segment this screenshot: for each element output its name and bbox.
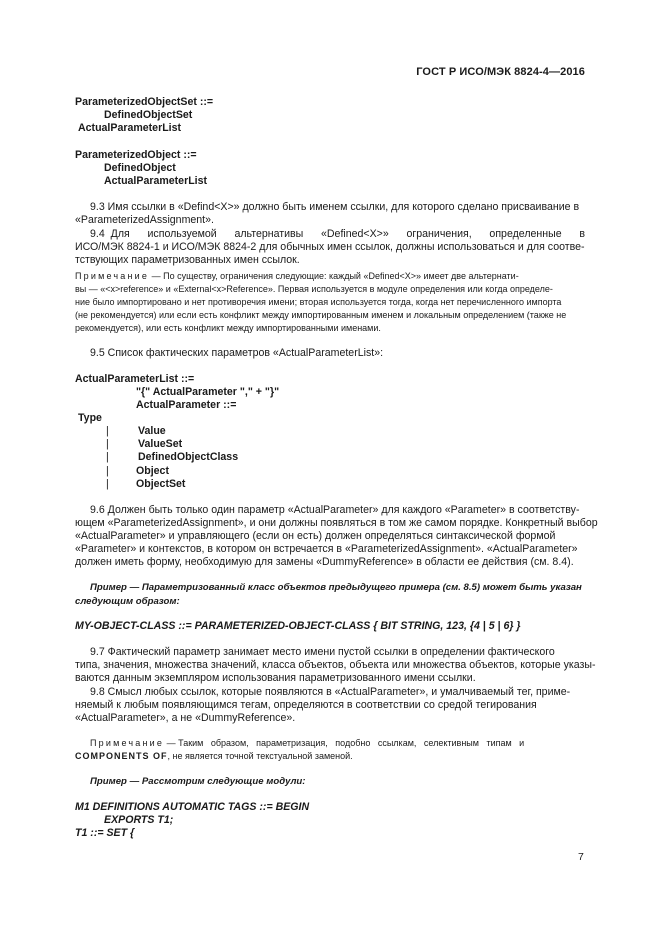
paragraph-line: «ActualParameter» и управляющего (если он есть) должен определяться синтаксической формой <box>75 530 556 542</box>
syntax-line: ParameterizedObjectSet ::= <box>75 96 214 108</box>
paragraph-line: 9.4 Для используемой альтернативы «Defined<X>» ограничения, определенные в <box>90 228 585 240</box>
note-label: Примечание <box>75 271 150 281</box>
page-header-standard: ГОСТ Р ИСО/МЭК 8824-4—2016 <box>416 66 585 78</box>
note-line <box>75 270 519 283</box>
paragraph-line: ющем «ParameterizedAssignment», и они должны появляться в том же самом порядке. Конкретный выбор <box>75 517 598 529</box>
syntax-line: ActualParameterList <box>104 175 208 187</box>
example-modules: Пример — Рассмотрим следующие модули: <box>90 776 306 787</box>
alternative-bar: | <box>106 425 109 437</box>
syntax-line: DefinedObjectSet <box>104 109 193 121</box>
alternative-item: ValueSet <box>138 438 183 450</box>
note-label: Примечание <box>90 738 165 748</box>
alternative-bar: | <box>106 438 109 450</box>
syntax-line: ActualParameterList ::= <box>75 373 195 385</box>
paragraph-line: няемый к любым появляющимся тегам, определяются в соответствии со средой тегирования <box>75 699 537 711</box>
alternative-item: Object <box>136 465 169 477</box>
note-line: ние было импортировано и нет противоречия имени; вторая используется тогда, когда нет перечисленного импорта <box>75 297 562 307</box>
alternative-item: Value <box>138 425 166 437</box>
paragraph-line: типа, значения, множества значений, класса объектов, объекта или множества объектов, которые указы- <box>75 659 596 671</box>
note-line <box>75 750 353 763</box>
alternative-bar: | <box>106 451 109 463</box>
syntax-line: DefinedObject <box>104 162 176 174</box>
paragraph-line: 9.3 Имя ссылки в «Defind<X>» должно быть именем ссылки, для которого сделано присваивание в <box>90 201 580 213</box>
example-line: Пример — Параметризованный класс объектов предыдущего примера (см. 8.5) может быть указан <box>90 582 582 593</box>
syntax-line: ActualParameterList <box>78 122 182 134</box>
paragraph-line: 9.7 Фактический параметр занимает место имени пустой ссылки в определении фактического <box>90 646 555 658</box>
paragraph-line: «Parameter» и контекстов, в котором он встречается в «ParameterizedAssignment». «ActualParameter» <box>75 543 578 555</box>
paragraph-line: «ActualParameter», а не «DummyReference». <box>75 712 296 724</box>
note-line <box>90 737 524 750</box>
paragraph-line: «ParameterizedAssignment». <box>75 214 214 226</box>
alternative-item: DefinedObjectClass <box>138 451 239 463</box>
code-line: M1 DEFINITIONS AUTOMATIC TAGS ::= BEGIN <box>75 801 310 813</box>
paragraph-9-5: 9.5 Список фактических параметров «ActualParameterList»: <box>90 347 384 359</box>
code-my-object-class: MY-OBJECT-CLASS ::= PARAMETERIZED-OBJECT-CLASS { BIT STRING, 123, {4 | 5 | 6} } <box>75 620 521 632</box>
alternative-item: ObjectSet <box>136 478 186 490</box>
note-text: , не является точной текстуальной заменой. <box>167 751 353 761</box>
example-line: следующим образом: <box>75 596 180 607</box>
paragraph-line: тствующих параметризованных имен ссылок. <box>75 254 300 266</box>
syntax-line: ParameterizedObject ::= <box>75 149 197 161</box>
alternative-bar: | <box>106 465 109 477</box>
alternative-bar: | <box>106 478 109 490</box>
note-line: рекомендуется), или есть конфликт между импортированными именами. <box>75 323 381 333</box>
note-keyword: COMPONENTS OF <box>75 751 168 761</box>
paragraph-line: ваются данным экземпляром использования параметризованного имени ссылки. <box>75 672 476 684</box>
code-line: T1 ::= SET { <box>75 827 135 839</box>
syntax-line: ActualParameter ::= <box>136 399 237 411</box>
paragraph-line: 9.8 Смысл любых ссылок, которые появляются в «ActualParameter», и умалчиваемый тег, приме- <box>90 686 571 698</box>
syntax-line: "{" ActualParameter "," + "}" <box>136 386 280 398</box>
page-number: 7 <box>578 851 584 863</box>
note-line: (не рекомендуется) или если есть конфликт между импортированным именем и локальным определением (также не <box>75 310 567 320</box>
syntax-type: Type <box>78 412 102 424</box>
paragraph-line: должен иметь форму, необходимую для замены «DummyReference» в области ее действия (см. 8.4). <box>75 556 574 568</box>
note-text: — Таким образом, параметризация, подобно ссылкам, селективным типам и <box>164 738 525 748</box>
note-text: — По существу, ограничения следующие: каждый «Defined<X>» имеет две альтернати- <box>149 271 519 281</box>
paragraph-line: ИСО/МЭК 8824-1 и ИСО/МЭК 8824-2 для обычных имен ссылок, должны использоваться и для соотве- <box>75 241 585 253</box>
code-line: EXPORTS T1; <box>104 814 174 826</box>
note-line: вы — «<x>reference» и «External<x>Reference». Первая используется в модуле определения или когда определе- <box>75 284 553 294</box>
paragraph-line: 9.6 Должен быть только один параметр «ActualParameter» для каждого «Parameter» в соответству- <box>90 504 580 516</box>
